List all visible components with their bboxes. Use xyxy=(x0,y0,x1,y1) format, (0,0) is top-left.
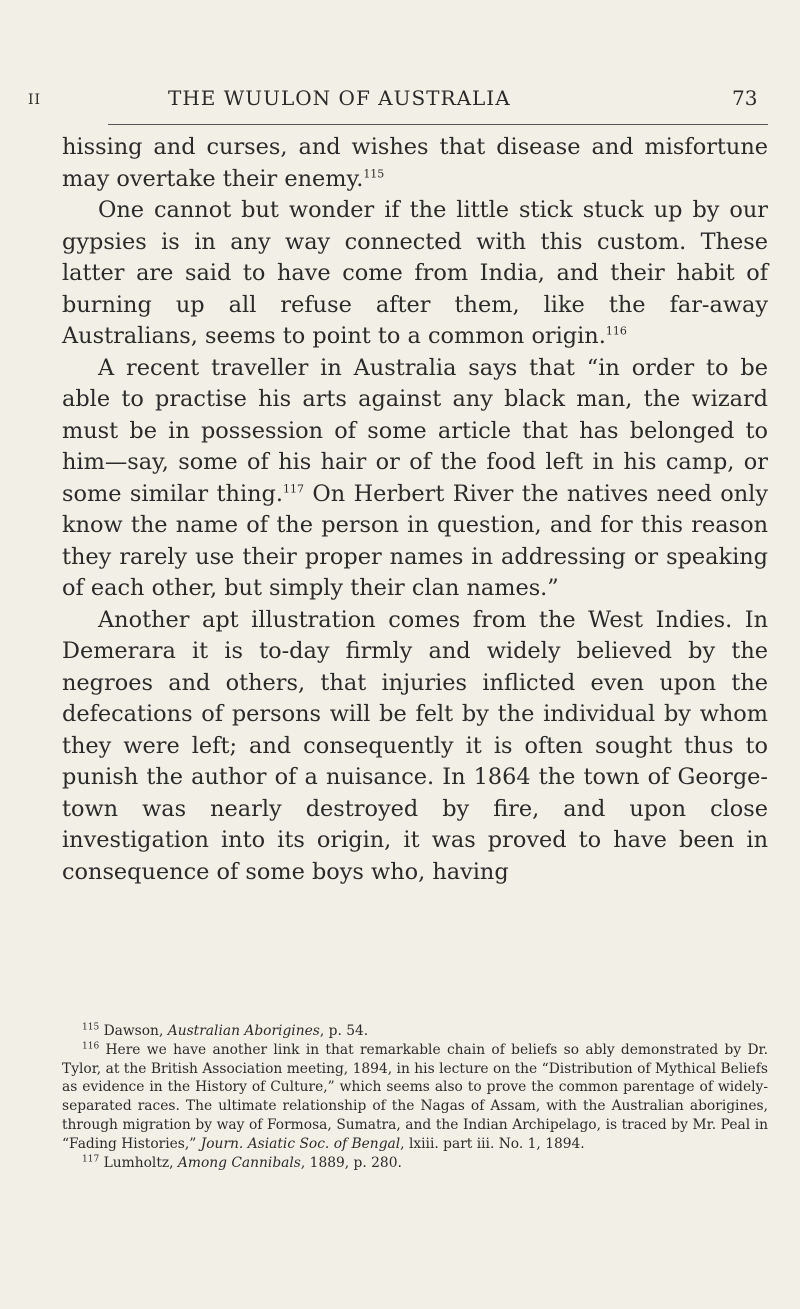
footnote: $^{117}$ Lumholtz, Among Cannibals, 1889, p. 280. xyxy=(82,1153,402,1171)
footnote-number: 117 xyxy=(82,1153,100,1164)
paragraph: Another apt illustration comes from the West Indies. In Demerara it is to-day firmly and widely believed by the negroes and others, that injuries inflicted even upon the defecations of persons will be felt by the individual by whom they were left; and consequently it is often sought thus to punish the author of a nuisance. In 1864 the town of Georgetown was nearly destroyed by fire, and upon close investigation into its origin, it was proved to have been in consequence of some boys who, having xyxy=(62,606,768,885)
cited-title: Australian Aborigines xyxy=(167,1023,320,1039)
footnote-ref: 115 xyxy=(363,167,385,181)
paragraph: One cannot but wonder if the little stick stuck up by our gypsies is in any way connected with this custom. These latter are said to have come from India, and their habit of burning up all refuse after them, like the far-away Australians, seems to point to a common origin.$^{116}$ xyxy=(62,197,768,349)
cited-title: Among Cannibals xyxy=(177,1154,301,1171)
header-rule xyxy=(108,124,768,125)
page-number: 73 xyxy=(732,86,758,110)
paragraph: A recent traveller in Australia says that “in order to be able to practise his arts against any black man, the wizard must be in possession of some article that has belonged to him—say, some of his hair or of the food left in his camp, or some similar thing.$^{117}$ On Herbert River the natives need only know the name of the person in question, and for this reason they rarely use their proper names in addressing or speaking of each other, but simply their clan names.” xyxy=(62,354,768,601)
paragraph: hissing and curses, and wishes that disease and misfortune may overtake their enemy.$^{115}$ xyxy=(62,134,768,192)
footnote: $^{116}$ Here we have another link in that remarkable chain of beliefs so ably demonstrated by Dr. Tylor, at the British Association meeting, 1894, in his lecture on the “Distribution of Mythical Beliefs as evidence in the History of Culture,” which seems also to prove the common parentage of widely-separated races. The ultimate relationship of the Nagas of Assam, with the Australian aborigines, through migration by way of Formosa, Sumatra, and the Indian Archipelago, is traced by Mr. Peal in “Fading Histories,” Journ. Asiatic Soc. of Bengal, lxiii. part iii. No. 1, 1894. xyxy=(62,1041,768,1152)
cited-title: Journ. Asiatic Soc. of Bengal xyxy=(200,1135,401,1152)
footnote-number: 116 xyxy=(82,1041,100,1052)
running-header xyxy=(0,86,800,122)
footnote-ref: 116 xyxy=(605,324,627,338)
body-text xyxy=(62,132,768,888)
footnotes xyxy=(62,1022,768,1172)
chapter-number: II xyxy=(28,92,42,108)
running-title: THE WUULON OF AUSTRALIA xyxy=(168,86,511,110)
footnote-number: 115 xyxy=(82,1022,100,1033)
footnote-ref: 117 xyxy=(282,482,304,496)
footnote: $^{115}$ Dawson, Australian Aborigines, p. 54. xyxy=(82,1022,369,1039)
